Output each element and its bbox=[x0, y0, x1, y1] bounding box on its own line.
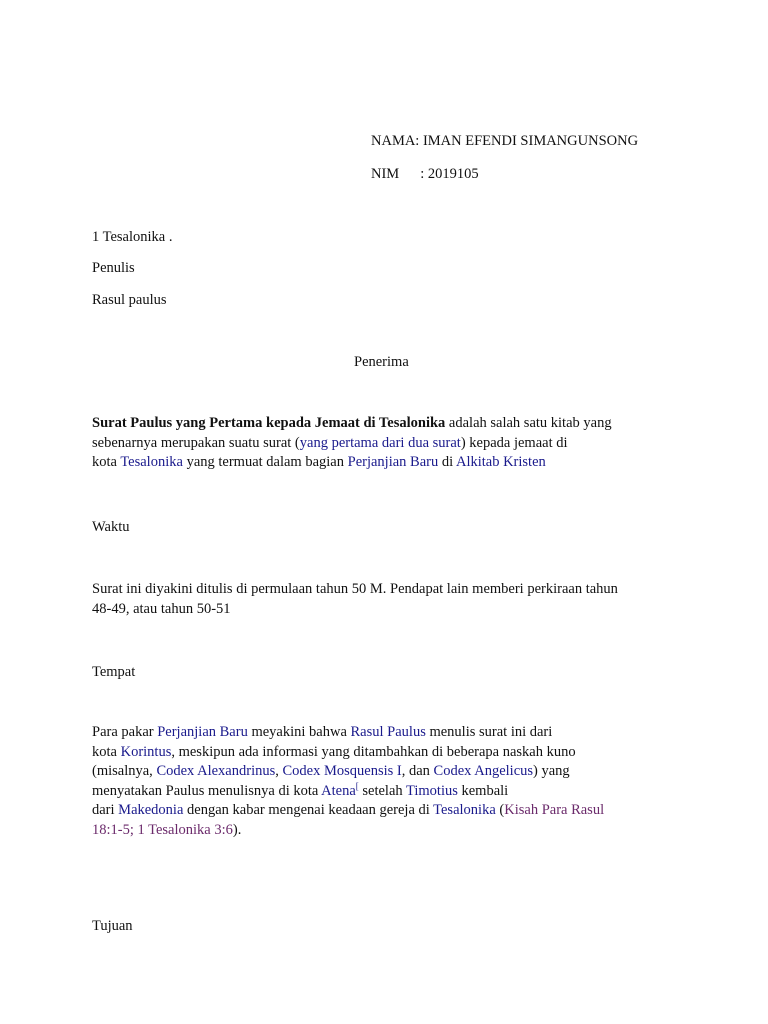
footnote-marker[interactable]: [ bbox=[355, 780, 359, 791]
intro-paragraph: Surat Paulus yang Pertama kepada Jemaat di Tesalonika adalah salah satu kitab yang sebenarnya merupakan suatu surat (yang pertama dari dua surat) kepada jemaat di kota Tesalonika yang termuat dalam bagian Perjanjian Baru di Alkitab Kristen bbox=[92, 415, 612, 471]
link-perjanjian-baru[interactable]: Perjanjian Baru bbox=[347, 454, 439, 471]
student-name: NAMA: IMAN EFENDI SIMANGUNSONG bbox=[371, 133, 639, 149]
link-perjanjian-baru-2[interactable]: Perjanjian Baru bbox=[157, 724, 248, 740]
tempat-heading: Tempat bbox=[92, 664, 136, 680]
link-tesalonika[interactable]: Tesalonika bbox=[120, 454, 183, 471]
link-yang-pertama[interactable]: yang pertama dari dua surat bbox=[299, 434, 461, 451]
link-korintus[interactable]: Korintus bbox=[120, 743, 172, 760]
penulis-heading: Penulis bbox=[92, 260, 135, 276]
tempat-paragraph: Para pakar Perjanjian Baru meyakini bahwa Rasul Paulus menulis surat ini dari kota Korintus, meskipun ada informasi yang ditambahkan di beberapa naskah kuno (misalnya, Codex Alexandrinus, Codex Mosquensis I, dan Codex Angelicus) yang menyatakan Paulus menulisnya di kota Atena[ setelah Timotius kembali dari Makedonia dengan kabar mengenai keadaan gereja di Tesalonika (Kisah Para Rasul 18:1-5; 1 Tesalonika 3:6). bbox=[92, 724, 605, 838]
link-alkitab-kristen[interactable]: Alkitab Kristen bbox=[455, 454, 546, 471]
nim-value: : 2019105 bbox=[420, 166, 479, 182]
book-title: 1 Tesalonika . bbox=[92, 229, 173, 245]
letter-title: Surat Paulus yang Pertama kepada Jemaat di Tesalonika bbox=[92, 415, 446, 431]
link-makedonia[interactable]: Makedonia bbox=[118, 802, 184, 819]
link-bible-reference[interactable]: 18:1-5; 1 Tesalonika 3:6 bbox=[92, 821, 233, 838]
link-kisah-para-rasul[interactable]: Kisah Para Rasul bbox=[504, 802, 605, 819]
nim-label: NIM bbox=[371, 166, 400, 182]
link-rasul-paulus[interactable]: Rasul Paulus bbox=[350, 724, 426, 740]
tujuan-heading: Tujuan bbox=[92, 918, 133, 934]
waktu-heading: Waktu bbox=[92, 519, 130, 535]
waktu-paragraph: Surat ini diyakini ditulis di permulaan tahun 50 M. Pendapat lain memberi perkiraan tahun 48-49, atau tahun 50-51 bbox=[92, 581, 618, 617]
link-atena[interactable]: Atena bbox=[321, 782, 356, 799]
link-codex-angelicus[interactable]: Codex Angelicus bbox=[433, 763, 534, 780]
link-codex-mosquensis[interactable]: Codex Mosquensis I bbox=[282, 763, 402, 780]
penerima-heading: Penerima bbox=[354, 354, 409, 370]
penulis-text: Rasul paulus bbox=[92, 292, 167, 308]
link-codex-alexandrinus[interactable]: Codex Alexandrinus bbox=[156, 763, 276, 780]
student-id bbox=[371, 164, 479, 184]
link-timotius[interactable]: Timotius bbox=[406, 782, 458, 799]
link-tesalonika-2[interactable]: Tesalonika bbox=[433, 802, 496, 819]
